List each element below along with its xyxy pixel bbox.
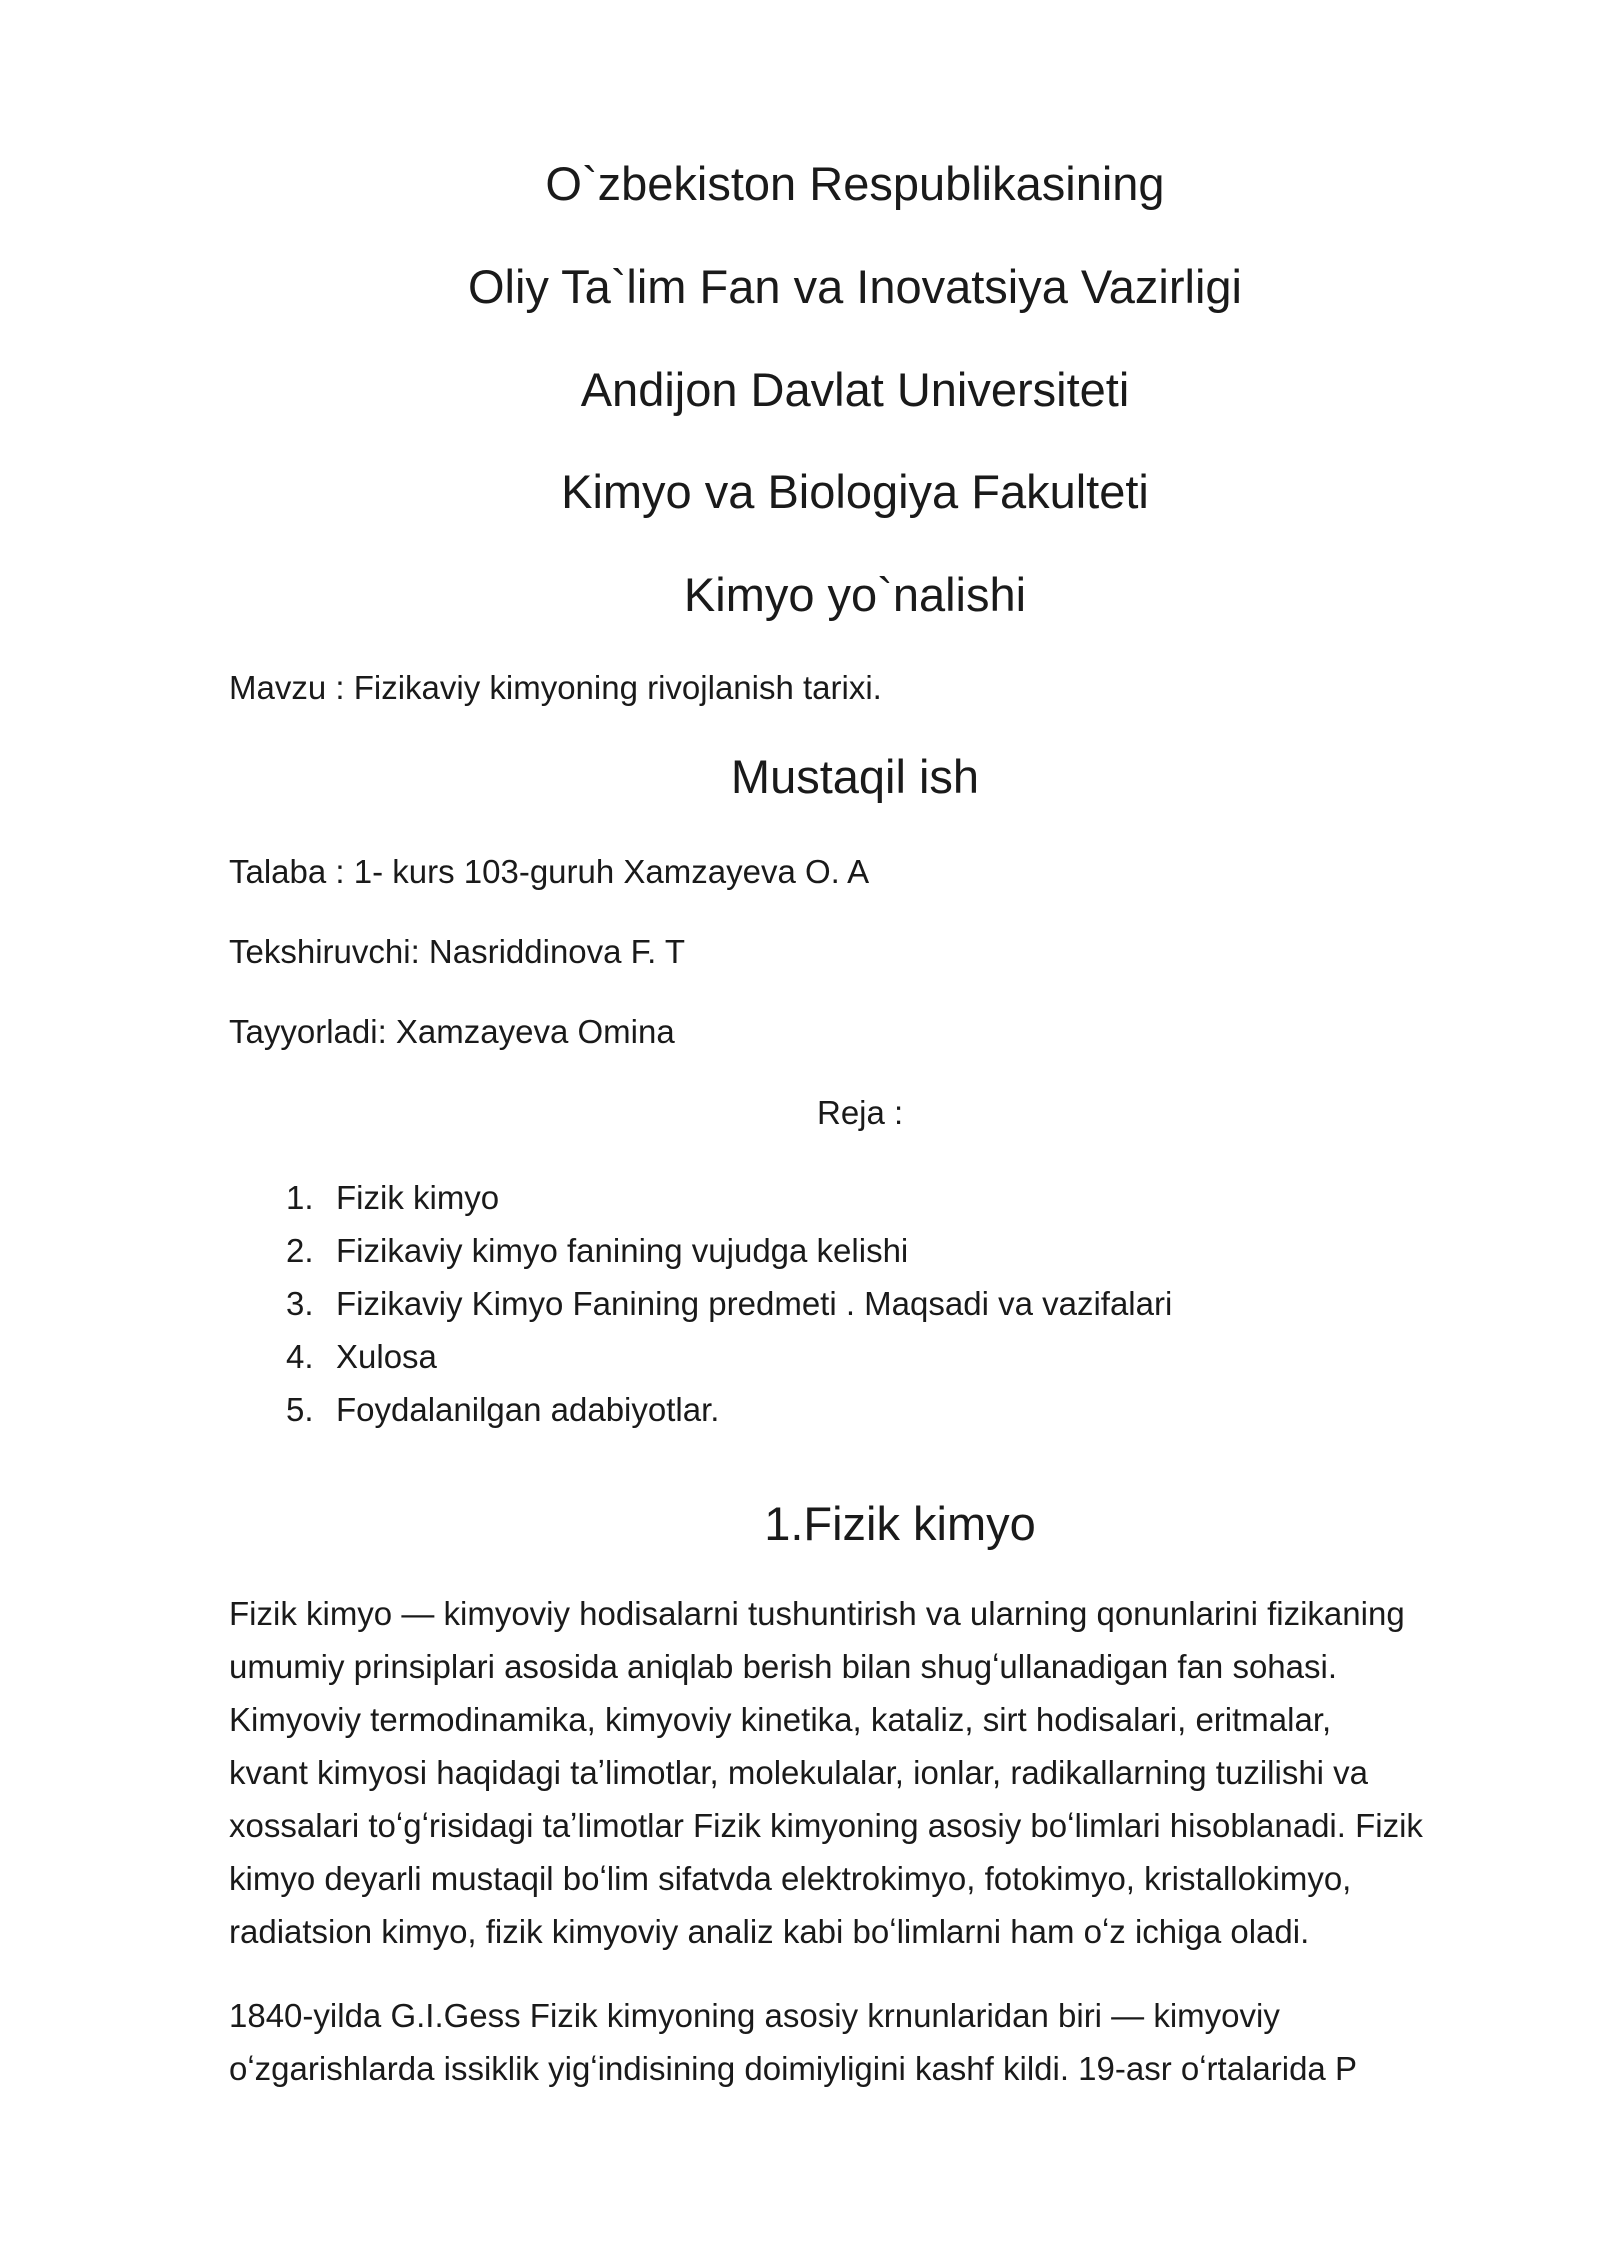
paragraph-line: radiatsion kimyo, fizik kimyoviy analiz kabi boʻlimlarni ham oʻz ichiga oladi. xyxy=(229,1913,1310,1950)
paragraph-line: umumiy prinsiplari asosida aniqlab berish bilan shugʻullanadigan fan sohasi. xyxy=(229,1648,1337,1685)
plan-item-text: Foydalanilgan adabiyotlar. xyxy=(336,1391,720,1428)
plan-item-text: Fizik kimyo xyxy=(336,1179,500,1216)
plan-item-text: Fizikaviy Kimyo Fanining predmeti . Maqsadi va vazifalari xyxy=(336,1285,1173,1322)
plan-item-text: Xulosa xyxy=(336,1338,437,1375)
university-name-line: Andijon Davlat Universiteti xyxy=(580,363,1130,416)
work-type-title: Mustaqil ish xyxy=(730,750,980,803)
plan-item xyxy=(286,1171,1172,1224)
topic-line: Mavzu : Fizikaviy kimyoning rivojlanish tarixi. xyxy=(229,669,882,706)
plan-item-number: 4. xyxy=(286,1338,314,1375)
plan-item xyxy=(286,1277,1172,1330)
paragraph-line: kimyo deyarli mustaqil boʻlim sifatvda elektrokimyo, fotokimyo, kristallokimyo, xyxy=(229,1860,1352,1897)
paragraph-line: kvant kimyosi haqidagi taʼlimotlar, molekulalar, ionlar, radikallarning tuzilishi va xyxy=(229,1754,1369,1791)
section-heading: 1.Fizik kimyo xyxy=(764,1497,1036,1550)
ministry-name-line: Oliy Ta`lim Fan va Inovatsiya Vazirligi xyxy=(467,260,1242,313)
faculty-name-line: Kimyo va Biologiya Fakulteti xyxy=(561,465,1149,518)
plan-item-text: Fizikaviy kimyo fanining vujudga kelishi xyxy=(336,1232,909,1269)
plan-item-number: 3. xyxy=(286,1285,314,1322)
plan-item-number: 5. xyxy=(286,1391,314,1428)
prepared-by-line: Tayyorladi: Xamzayeva Omina xyxy=(229,1013,675,1050)
paragraph-line: xossalari toʻgʻrisidagi taʼlimotlar Fizik kimyoning asosiy boʻlimlari hisoblanadi. Fizik xyxy=(229,1807,1423,1844)
plan-list xyxy=(286,1171,1172,1436)
ministry-country-line: O`zbekiston Respublikasining xyxy=(545,157,1165,210)
plan-item xyxy=(286,1224,1172,1277)
plan-item-number: 1. xyxy=(286,1179,314,1216)
plan-title: Reja : xyxy=(817,1094,904,1131)
paragraph-line: oʻzgarishlarda issiklik yigʻindisining doimiyligini kashf kildi. 19-asr oʻrtalarida P xyxy=(229,2050,1357,2087)
plan-item xyxy=(286,1330,1172,1383)
paragraph-line: Fizik kimyo — kimyoviy hodisalarni tushuntirish va ularning qonunlarini fizikaning xyxy=(229,1595,1405,1632)
plan-item xyxy=(286,1383,1172,1436)
department-name-line: Kimyo yo`nalishi xyxy=(683,568,1027,621)
paragraph-line: Kimyoviy termodinamika, kimyoviy kinetika, kataliz, sirt hodisalari, eritmalar, xyxy=(229,1701,1332,1738)
section-paragraph-1 xyxy=(229,1587,1519,1958)
paragraph-line: 1840-yilda G.I.Gess Fizik kimyoning asosiy krnunlaridan biri — kimyoviy xyxy=(229,1997,1280,2034)
plan-item-number: 2. xyxy=(286,1232,314,1269)
reviewer-line: Tekshiruvchi: Nasriddinova F. T xyxy=(229,933,686,970)
student-line: Talaba : 1- kurs 103-guruh Xamzayeva O. A xyxy=(229,853,870,890)
section-paragraph-2 xyxy=(229,1989,1519,2095)
